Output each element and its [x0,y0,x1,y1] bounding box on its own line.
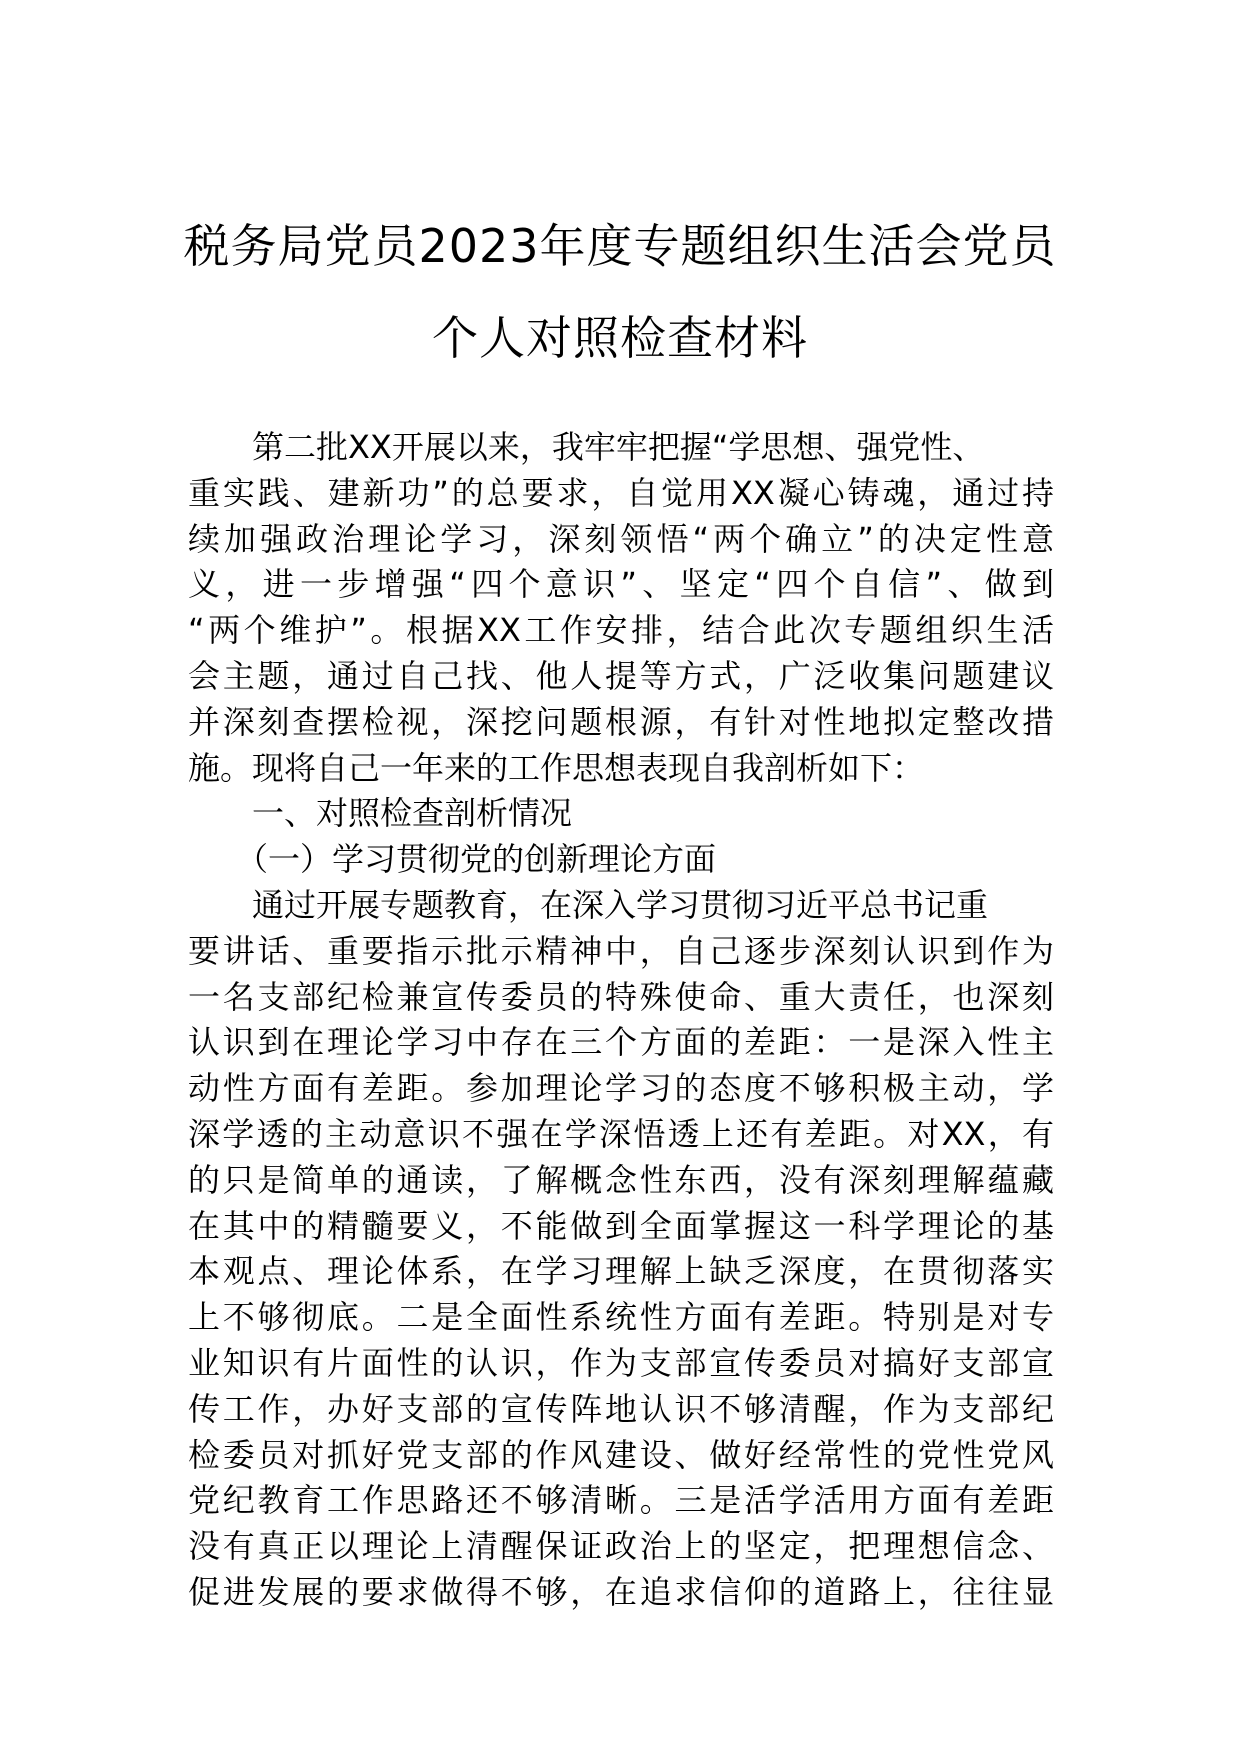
body-line: 认识到在理论学习中存在三个方面的差距：一是深入性主 [188,1023,1054,1062]
body-line: 促进发展的要求做得不够，在追求信仰的道路上，往往显 [188,1572,1054,1611]
body-line: 深学透的主动意识不强在学深悟透上还有差距。对XX，有 [188,1114,1054,1153]
body-line: 的只是简单的通读，了解概念性东西，没有深刻理解蕴藏 [188,1160,1054,1199]
body-line: 要讲话、重要指示批示精神中，自己逐步深刻认识到作为 [188,931,1054,970]
document-body [188,425,1054,1616]
title-line-2: 个人对照检查材料 [432,311,808,365]
body-line: 并深刻查摆检视，深挖问题根源，有针对性地拟定整改措 [188,702,1054,741]
body-line: 在其中的精髓要义，不能做到全面掌握这一科学理论的基 [188,1206,1054,1245]
body-line: 义，进一步增强“四个意识”、坚定“四个自信”、做到 [188,565,1054,604]
title-line-1: 税务局党员2023年度专题组织生活会党员 [183,219,1057,273]
body-line: 会主题，通过自己找、他人提等方式，广泛收集问题建议 [188,656,1054,695]
body-line: 业知识有片面性的认识，作为支部宣传委员对搞好支部宣 [188,1343,1054,1382]
body-line: 没有真正以理论上清醒保证政治上的坚定，把理想信念、 [188,1527,1054,1566]
body-line: 上不够彻底。二是全面性系统性方面有差距。特别是对专 [188,1298,1054,1337]
body-line: 一名支部纪检兼宣传委员的特殊使命、重大责任，也深刻 [188,977,1054,1016]
document-title [150,200,1090,384]
body-line: 本观点、理论体系，在学习理解上缺乏深度，在贯彻落实 [188,1252,1054,1291]
body-line: 动性方面有差距。参加理论学习的态度不够积极主动，学 [188,1069,1054,1108]
body-line: “两个维护”。根据XX工作安排，结合此次专题组织生活 [188,611,1054,650]
body-line: 施。现将自己一年来的工作思想表现自我剖析如下： [188,748,925,787]
body-line: 通过开展专题教育，在深入学习贯彻习近平总书记重 [252,885,989,924]
body-line: 第二批XX开展以来，我牢牢把握“学思想、强党性、 [252,428,985,466]
body-line: 检委员对抓好党支部的作风建设、做好经常性的党性党风 [188,1435,1054,1474]
section-heading: 一、对照检查剖析情况 [252,794,573,833]
body-line: 党纪教育工作思路还不够清晰。三是活学活用方面有差距 [188,1481,1054,1520]
body-line: 重实践、建新功”的总要求，自觉用XX凝心铸魂，通过持 [188,473,1054,512]
body-line: 传工作，办好支部的宣传阵地认识不够清醒，作为支部纪 [188,1389,1054,1428]
body-line: 续加强政治理论学习，深刻领悟“两个确立”的决定性意 [188,519,1054,558]
subsection-heading: （一）学习贯彻党的创新理论方面 [236,840,717,879]
